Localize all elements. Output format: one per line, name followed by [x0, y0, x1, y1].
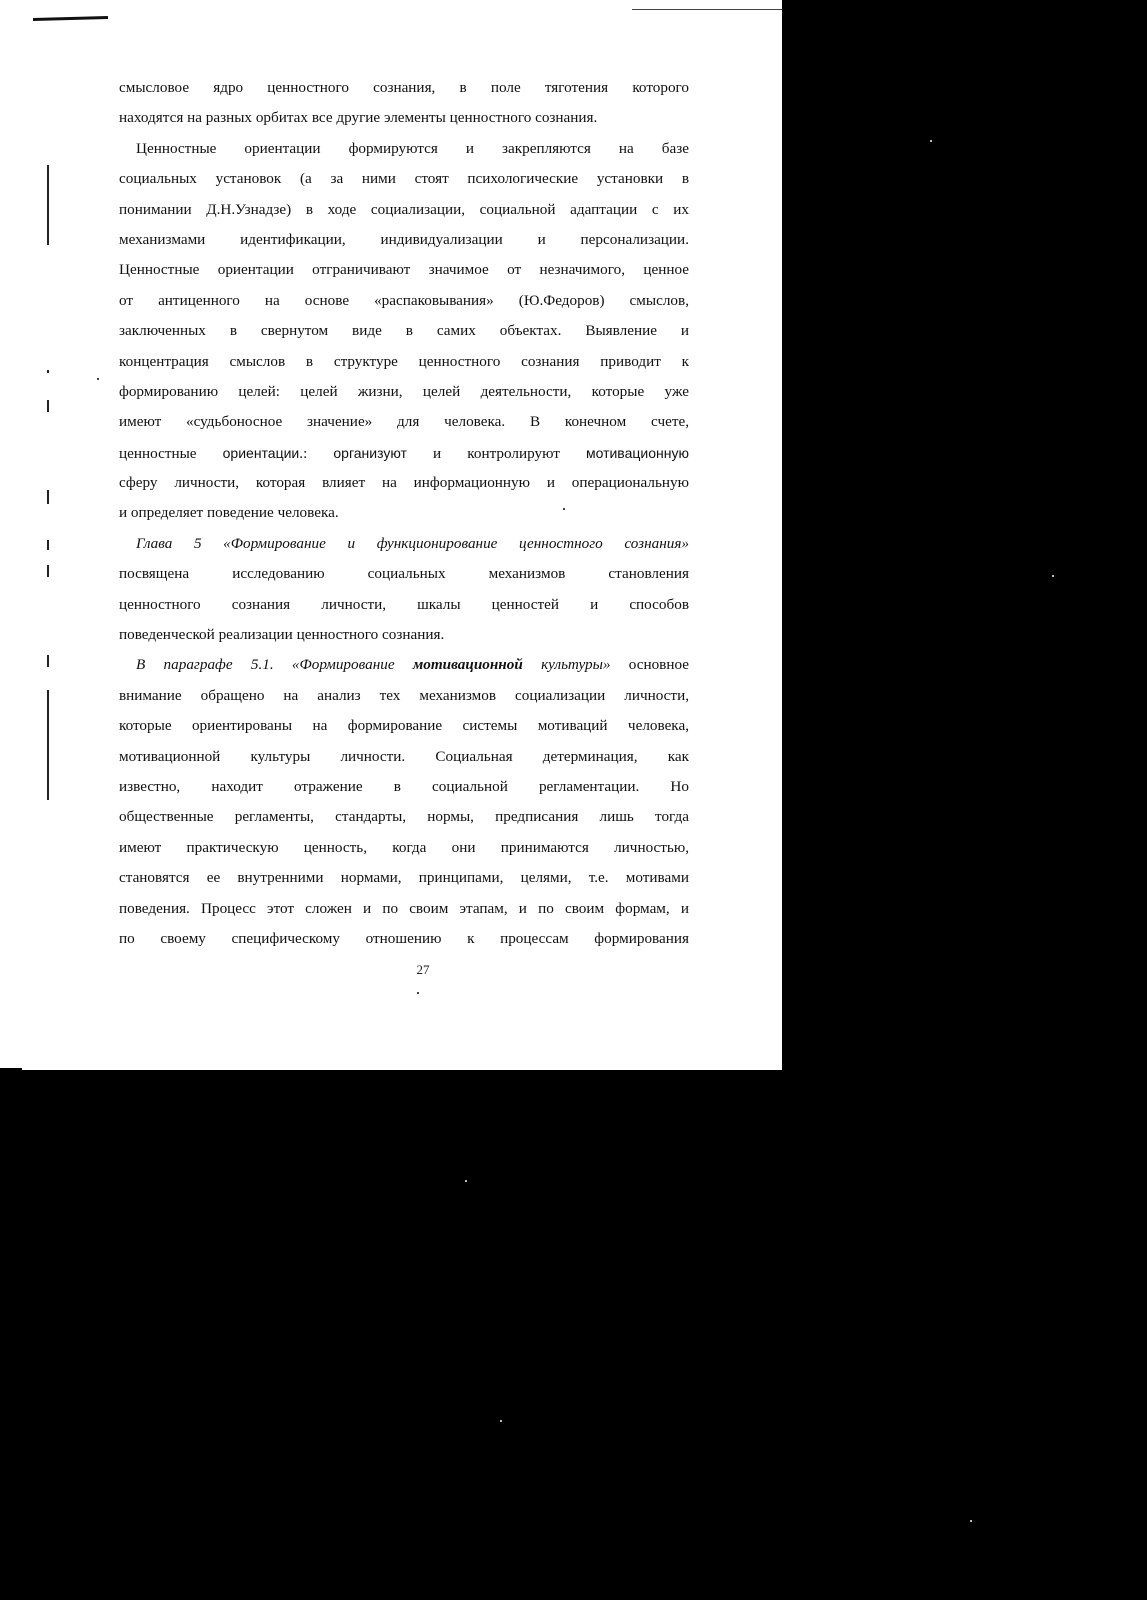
text-line: Ценностные ориентации отграничивают значимое от незначимого, ценное: [119, 261, 689, 279]
text-run: основное: [610, 656, 689, 674]
text-line: от антиценного на основе «распаковывания» (Ю.Федоров) смыслов,: [119, 291, 689, 309]
scan-speck: [97, 378, 99, 380]
text-line: имеют практическую ценность, когда они принимаются личностью,: [119, 838, 689, 856]
paragraph-2: [119, 134, 689, 529]
scan-artifact-line: [632, 9, 782, 10]
scan-speck: [465, 1180, 467, 1182]
text-run: мотивационной: [412, 656, 523, 674]
text-run: и контролируют: [406, 444, 586, 462]
text-line: сферу личности, которая влияет на информационную и операциональную: [119, 474, 689, 492]
margin-mark: [47, 490, 49, 504]
text-line: общественные регламенты, стандарты, нормы, предписания лишь тогда: [119, 808, 689, 826]
scan-speck: [1052, 575, 1054, 577]
text-line: известно, находит отражение в социальной регламентации. Но: [119, 778, 689, 796]
text-run: В параграфе 5.1. «Формирование: [136, 656, 413, 674]
text-line: внимание обращено на анализ тех механизмов социализации личности,: [119, 686, 689, 704]
margin-mark: [47, 565, 49, 577]
text-line: заключенных в свернутом виде в самих объектах. Выявление и: [119, 322, 689, 340]
scan-speck: [500, 1420, 502, 1422]
text-line: и определяет поведение человека.: [119, 504, 339, 522]
text-run: ориентации: [222, 444, 300, 461]
margin-mark: [47, 690, 49, 800]
page-number: 27: [416, 962, 430, 977]
text-run: .:: [299, 444, 334, 462]
scan-speck: [970, 1520, 972, 1522]
text-run: организуют: [333, 444, 407, 461]
text-line-mixed: [119, 438, 689, 468]
chapter-5-lead: Глава 5 «Формирование и функционирование ценностного сознания»: [136, 534, 689, 552]
text-line: концентрация смыслов в структуре ценностного сознания приводит к: [119, 352, 689, 370]
text-line: социальных установок (а за ними стоят психологические установки в: [119, 170, 689, 188]
text-line: Ценностные ориентации формируются и закрепляются на базе: [136, 139, 689, 157]
text-line: посвящена исследованию социальных механизмов становления: [119, 565, 689, 583]
text-line: мотивационной культуры личности. Социальная детерминация, как: [119, 747, 689, 765]
text-line: которые ориентированы на формирование системы мотиваций человека,: [119, 717, 689, 735]
text-run: культуры»: [522, 656, 611, 674]
text-line: находятся на разных орбитах все другие элементы ценностного сознания.: [119, 109, 598, 127]
text-line: становятся ее внутренними нормами, принципами, целями, т.е. мотивами: [119, 869, 689, 887]
scan-dark-region-right: [782, 0, 1147, 1075]
text-line: по своему специфическому отношению к процессам формирования: [119, 929, 689, 947]
text-line: смысловое ядро ценностного сознания, в поле тяготения которого: [119, 79, 689, 96]
text-line: ценностного сознания личности, шкалы ценностей и способов: [119, 595, 689, 613]
paragraph-4: [119, 650, 689, 954]
text-line: формированию целей: целей жизни, целей деятельности, которые уже: [119, 382, 689, 400]
scan-dark-edge: [0, 1068, 22, 1080]
margin-mark: [47, 655, 49, 667]
scan-speck: [930, 140, 932, 142]
margin-mark: [47, 370, 49, 373]
scan-speck: [417, 992, 419, 994]
text-run: ценностные: [119, 444, 223, 462]
margin-mark: [47, 540, 49, 550]
paragraph-3: [119, 529, 689, 651]
text-line: имеют «судьбоносное значение» для человека. В конечном счете,: [119, 413, 689, 431]
page-body: [119, 73, 689, 954]
paragraph-1: [119, 73, 689, 134]
section-5-1-lead: [119, 650, 689, 680]
text-line: понимании Д.Н.Узнадзе) в ходе социализации, социальной адаптации с их: [119, 200, 689, 218]
text-line: механизмами идентификации, индивидуализации и персонализации.: [119, 230, 689, 248]
text-run: мотивационную: [585, 444, 689, 461]
margin-mark: [47, 165, 49, 245]
margin-mark: [47, 400, 49, 412]
text-line: поведения. Процесс этот сложен и по своим этапам, и по своим формам, и: [119, 899, 689, 917]
scan-artifact-stroke: [33, 16, 108, 21]
scan-dark-region-bottom: [0, 1070, 1147, 1600]
text-line: поведенческой реализации ценностного сознания.: [119, 626, 445, 644]
